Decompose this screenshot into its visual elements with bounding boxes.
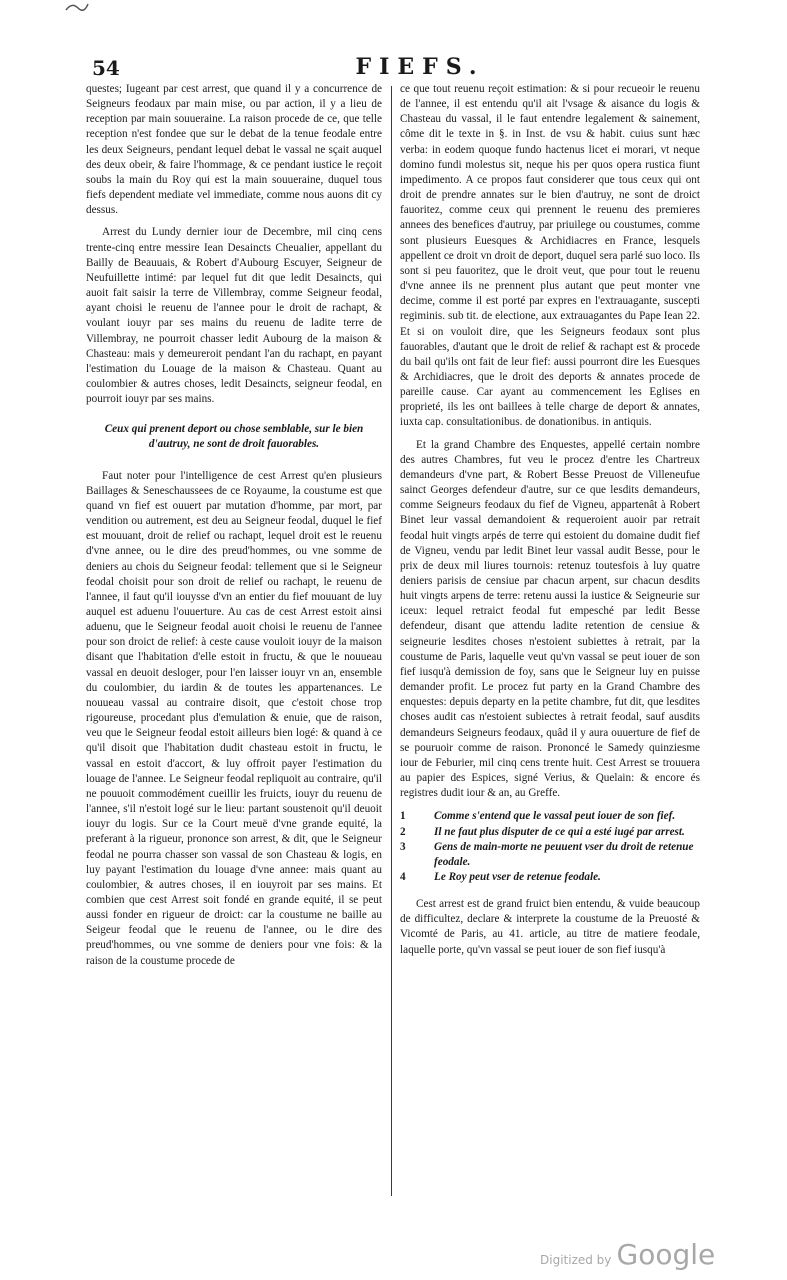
- digitization-watermark: [540, 1238, 715, 1271]
- corner-ink-mark: [64, 0, 90, 14]
- page-number: 54: [92, 56, 120, 80]
- note-text: Le Roy peut vser de retenue feodale.: [434, 870, 601, 883]
- paragraph: Cest arrest est de grand fruict bien entendu, & vuide beaucoup de difficultez, declare & interprete la coustume de la Preuosté & Vicomté de Paris, au 41. article, au titre de matiere feodale, laquelle porte, qu'vn vassal se peut iouer de son fief iusqu'à: [400, 898, 700, 956]
- paragraph: Et la grand Chambre des Enquestes, appellé certain nombre des autres Chambres, fut veu le procez d'entre les Chartreux demandeurs d'vne part, & Robert Besse Preuost de Villeneufue sainct Georges defendeur d'autre, sur ce que lesdits demandeurs, comme Seigneurs feodaux du fief de Vigneu, appartenât à Robert Binet leur vassal demandoient & requeroient auoir par retrait feodal huit vingts arpés de terre qui estoient du domaine dudit fief de Vigneu, vendu par ledit Binet leur vassal audit Besse, pour le prix de deux mil liures tournois: retenuz toutesfois à luy quatre deniers parisis de censiue par chacun arpent, sur chacun desdits huit vingts arpens de terre: retenu aussi la iustice & Seigneurie sur iceux: lequel retraict feodal fut empesché par ledit Besse defendeur, disant que attendu ladite retention de censiue & seigneurie lesdites choses n'estoient subiettes à retrait, par la coustume de Paris, laquelle veut qu'vn vassal se peut iouer de son fief iusqu'à demission de foy, sans que le Seigneur luy en puisse demander profit. Le procez fut party en la Grand Chambre des enquestes: depuis departy en la petite chambre, fut dit, que lesdites choses audit cas n'estoient subiectes à retrait feodal, sauf ausdits demandeurs Seigneurs feodaux, quâd il y aura ouuerture de fief de se pouruoir comme de raison. Prononcé le Samedy quinziesme iour de Feburier, mil cinq cens trente huit. Cest Arrest se trouuera au papier des Espices, signé Verius, & Quelain: & encore és registres dudit iour & an, au Greffe.: [400, 438, 700, 800]
- marginal-note: [400, 840, 700, 870]
- marginal-note: [400, 809, 700, 824]
- paragraph: ce que tout reuenu reçoit estimation: & si pour recueoir le reuenu de l'annee, il est entendu qu'il ait l'vsage & aisance du logis & Chasteau du vassal, il le faut entendre legalement & sainement, côme dit le texte in §. in Inst. de vsu & habit. cuius sunt hæc verba: in eodem quoque fundo hactenus licet ei morari, vt neque domino fundi molestus sit, neque his per quos opera rustica fiunt impedimento. A ce propos faut considerer que tous ceux qui ont droit de prendre annates sur le bien d'autruy, ne sont de droict fauoritez, comme ceux qui prennent le reuenu des premieres annees des benefices d'autruy, par priuilege ou coustumes, comme sont plusieurs Euesques & Archidiacres en France, lesquels appellent ce droit vn droit de deport, duquel sera parlé suo loco. Ils sont si peu fauoritez, que le droit veut, que pour tout le reuenu d'vne annee ils ne prennent plus autant que peut monter vne decime, comme il est porté par expres en l'extrauagante, suscepti regiminis. sub tit. de electione, aux extrauagantes du Pape Iean 22. Et si on vouloit dire, que les Seigneurs feodaux sont plus fauorables, d'autant que le droit de relief & rachapt est & procede du bail qu'ils ont fait de leur fief: aussi pourront dire les Euesques & Archidiacres, que le droit des deports & annates procede de pareille cause. Car ayant au commencement les Eglises en proprieté, ils les ont baillees à telle charge de deport & annates, iuxta cap. consultationibus. de donationibus. in antiquis.: [400, 83, 700, 429]
- note-text: Comme s'entend que le vassal peut iouer de son fief.: [434, 810, 676, 823]
- watermark-brand: Google: [616, 1238, 716, 1271]
- watermark-prefix: Digitized by: [540, 1253, 612, 1267]
- note-number: 1: [400, 810, 406, 823]
- right-column: [400, 82, 700, 958]
- marginal-note: [400, 825, 700, 840]
- left-column: [86, 82, 382, 969]
- note-number: 2: [400, 825, 406, 838]
- paragraph: questes; Iugeant par cest arrest, que quand il y a concurrence de Seigneurs feodaux par main mise, ou par action, il y a lieu de reception par main souueraine. La raison procede de ce, que telle reception n'est fondee que sur le debat de la tenue feodale entre les deux Seigneurs, pendant lequel debat le vassal ne sçait auquel des deux obeir, & faire l'hommage, & ce pendant iustice le reçoit soubs la main du Roy qui est la main souueraine, duquel tous fiefs dependent mediate vel immediate, comme nous auons dit cy dessus.: [86, 83, 382, 217]
- note-text: Gens de main-morte ne peuuent vser du droit de retenue feodale.: [434, 840, 694, 868]
- paragraph: Faut noter pour l'intelligence de cest Arrest qu'en plusieurs Baillages & Seneschaussees de ce Royaume, la coustume est que quand vn fief est ouuert par mutation d'homme, par mort, par vendition ou autrement, est deu au Seigneur feodal, duquel le fief est mouuant, droit de relief ou rachapt, lequel droit est le reuenu d'vne annee, ou le dire des preud'hommes, ou vne somme de deniers au chois du Seigneur feodal: tellement que si le Seigneur feodal choisit pour son droit de relief ou rachapt, le reuenu de l'annee, il faut qu'il iouysse d'vn an entier du fief mouuant de luy auquel est aduenu l'ouuerture. Au cas de cest Arrest estoit ainsi aduenu, que le Seigneur feodal auoit choisi le reuenu de l'annee pour son droict de relief: à ceste cause vouloit iouyr de la maison disant que l'habitation d'elle estoit in fructu, & que le nouueau vassal en deuoit desloger, pour l'en laisser iouyr vn an, ensemble du coulombier, du iardin & de toutes les appartenances. Le nouueau vassal au contraire disoit, que c'estoit chose trop rigoureuse, procedant plus d'emulation & enuie, que de raison, veu que le Seigneur feodal estoit ailleurs bien logé: & quand à ce qu'il disoit que l'habitation dudit chasteau estoit in fructu, le vassal en estoit d'accort, & luy offroit payer l'estimation du louage de l'annee. Le Seigneur feodal repliquoit au contraire, qu'il ne pouuoit commodément cueillir les fruicts, iouyr du reuenu de l'annee, s'il n'estoit logé sur le lieu: partant soustenoit qu'il deuoit iouyr du logis. Sur ce la Court meuë d'vne grande equité, la preferant à la rigueur, prononce son arrest, & dit, que le Seigneur feodal ne pourra chasser son vassal de son Chasteau & logis, en luy payant l'estimation du louage d'vne annee: mais quant au coulombier, & autres choses, il en iouyroit par ses mains. Et combien que cest Arrest soit fondé en grande equité, il se peut aussi fonder en rigueur de droict: car la coustume ne baille au Seigeur feodal que le reuenu de l'annee, ou le dire des preud'hommes, ou vne somme de deniers pour vne fois: & la raison de la coustume procede de: [86, 469, 382, 967]
- note-number: 3: [400, 840, 406, 853]
- marginal-notes: [400, 809, 700, 885]
- section-heading: Ceux qui prenent deport ou chose semblable, sur le bien d'autruy, ne sont de droit fauorables.: [104, 423, 364, 451]
- running-title: FIEFS.: [355, 54, 485, 80]
- marginal-note: [400, 870, 700, 885]
- paragraph: Arrest du Lundy dernier iour de Decembre, mil cinq cens trente-cinq entre messire Iean Desaincts Cheualier, appellant du Bailly de Beauuais, & Robert d'Aubourg Escuyer, Seigneur de Neufuillette intimé: par lequel fut dit que ledit Desaincts, qui auoit fait saisir la terre de Villembray, comme Seigneur feodal, ayant choisi le reuenu de l'annee pour le droit de rachapt, & voulant iouyr par ses mains du reuenu de ladite terre de Villembray, ne pourroit chasser ledit Aubourg de la maison & Chasteau: mais y demeureroit pendant l'an du rachapt, en payant l'estimation du Louage de la maison & Chasteau. Quant au coulombier & autres choses, ledit Desaincts, seigneur feodal, en pourroit iouyr par ses mains.: [86, 226, 382, 406]
- note-text: Il ne faut plus disputer de ce qui a esté iugé par arrest.: [434, 825, 685, 838]
- note-number: 4: [400, 870, 406, 883]
- column-divider: [391, 86, 392, 1196]
